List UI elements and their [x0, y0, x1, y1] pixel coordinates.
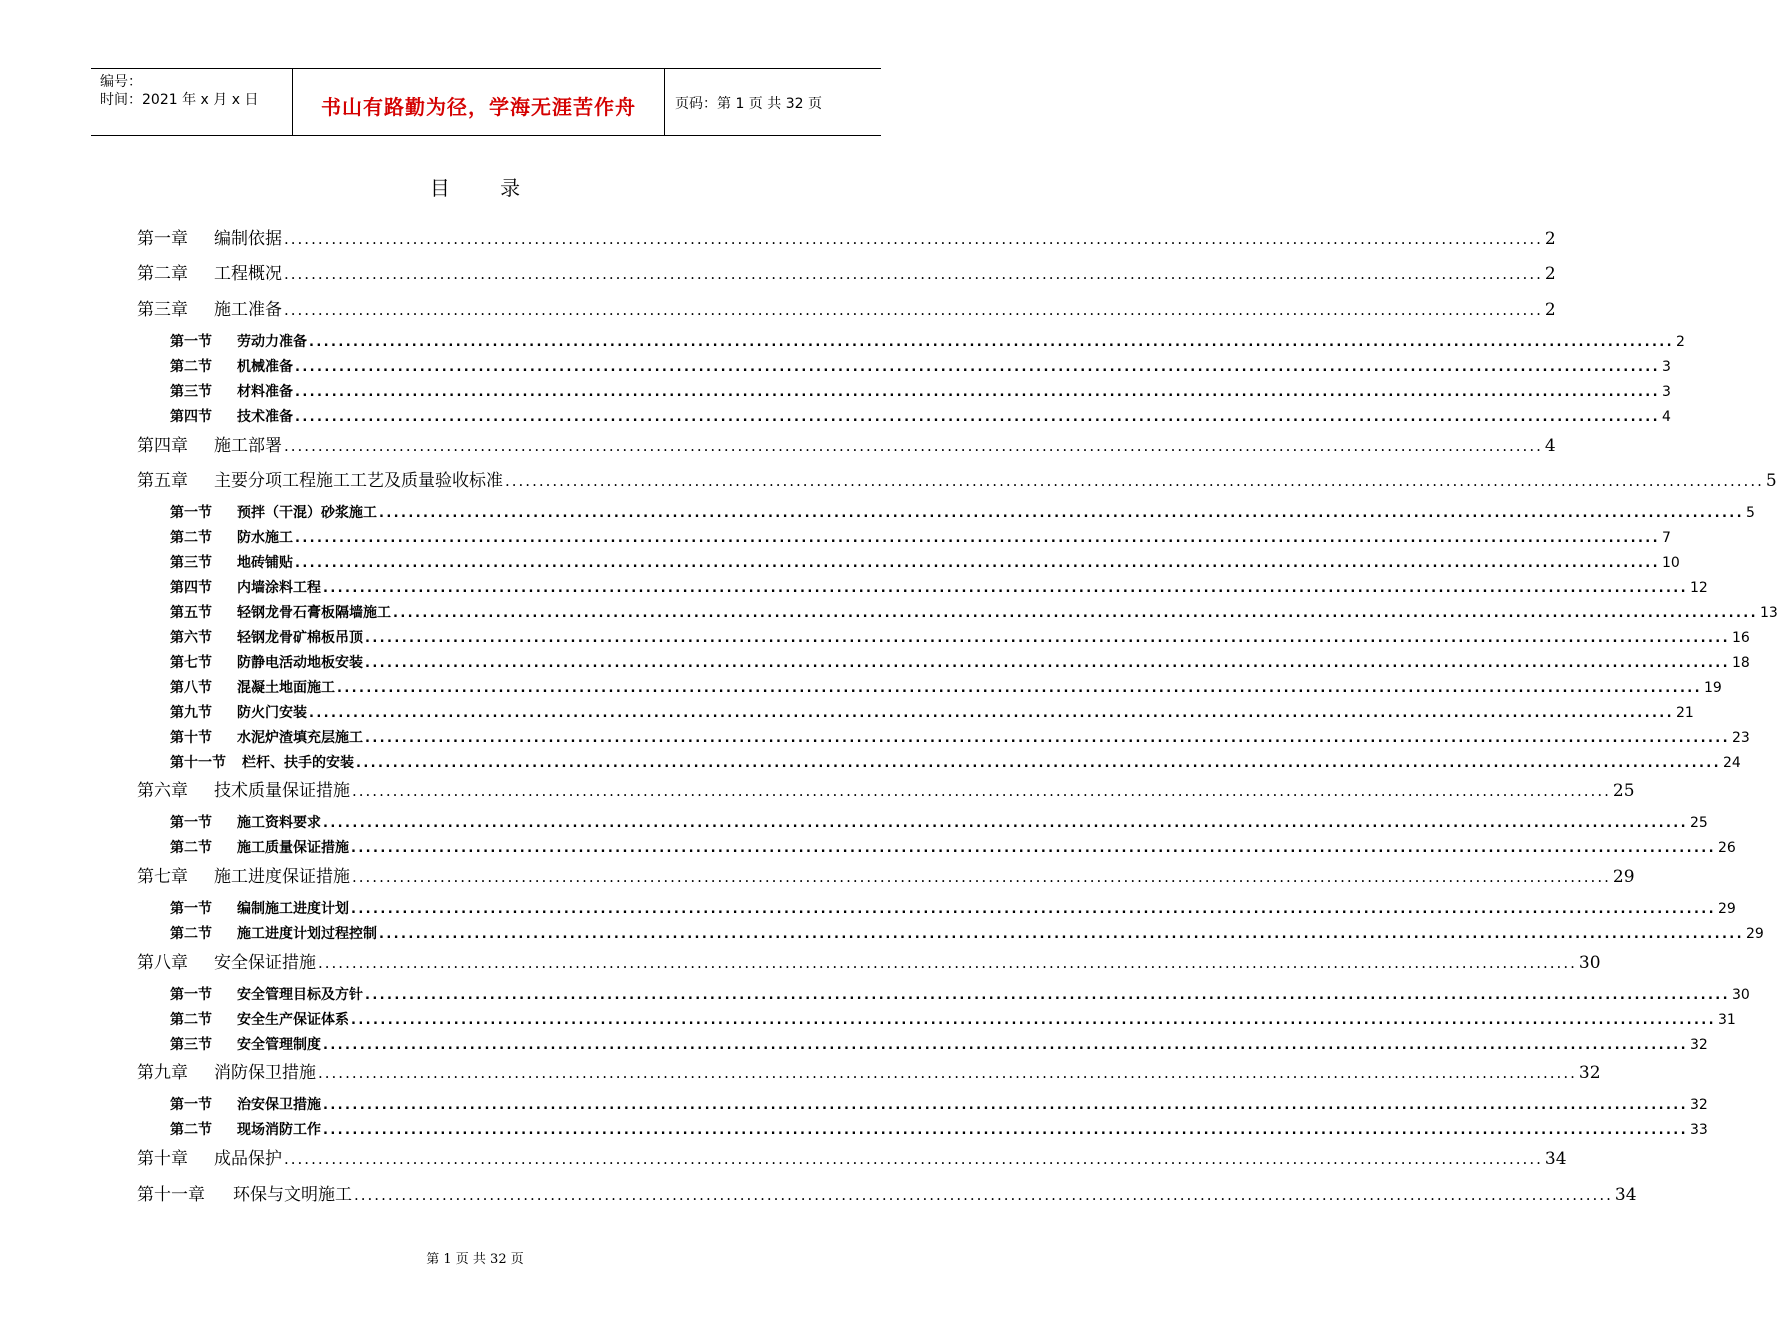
toc-entry-number: 第二节 — [170, 1122, 212, 1138]
toc-dot-leader: .......................................................................................................................................................................................... — [295, 410, 1660, 425]
document-time-label: 时间：2021 年 x 月 x 日 — [100, 92, 259, 108]
toc-entry-page: 33 — [1689, 1122, 1708, 1138]
toc-entry-page: 25 — [1689, 815, 1708, 831]
toc-dot-leader: .......................................................................................................................................................................................... — [295, 385, 1660, 400]
toc-chapter-entry[interactable] — [137, 776, 1635, 801]
toc-chapter-entry[interactable] — [137, 948, 1601, 973]
toc-entry-number: 第五章 — [137, 471, 188, 491]
toc-section-entry[interactable] — [170, 602, 1778, 622]
toc-entry-page: 4 — [1544, 436, 1556, 456]
toc-entry-title: 防水施工 — [237, 530, 293, 546]
document-number-label: 编号： — [100, 74, 142, 90]
toc-dot-leader: .......................................................................................................................................................................................... — [284, 230, 1543, 248]
toc-entry-page: 19 — [1703, 680, 1722, 696]
toc-entry-number: 第七节 — [170, 655, 212, 671]
toc-entry-number: 第二章 — [137, 264, 188, 284]
toc-entry-number: 第一节 — [170, 505, 212, 521]
toc-entry-page: 16 — [1731, 630, 1750, 646]
toc-entry-page: 29 — [1612, 867, 1635, 887]
toc-section-entry[interactable] — [170, 702, 1694, 722]
toc-entry-number: 第三章 — [137, 300, 188, 320]
toc-entry-number: 第十节 — [170, 730, 212, 746]
toc-entry-page: 4 — [1661, 409, 1671, 425]
toc-dot-leader: .......................................................................................................................................................................................... — [295, 360, 1660, 375]
toc-entry-page: 3 — [1661, 359, 1671, 375]
toc-entry-number: 第八章 — [137, 953, 188, 973]
toc-dot-leader: .......................................................................................................................................................................................... — [379, 927, 1744, 942]
toc-entry-title: 编制依据 — [214, 229, 282, 249]
toc-entry-number: 第二节 — [170, 1012, 212, 1028]
toc-entry-number: 第一节 — [170, 901, 212, 917]
toc-entry-page: 30 — [1731, 987, 1750, 1003]
toc-entry-title: 施工资料要求 — [237, 815, 321, 831]
toc-entry-title: 材料准备 — [237, 384, 293, 400]
toc-dot-leader: .......................................................................................................................................................................................... — [351, 902, 1716, 917]
toc-entry-page: 12 — [1689, 580, 1708, 596]
toc-entry-page: 18 — [1731, 655, 1750, 671]
toc-section-entry[interactable] — [170, 331, 1685, 351]
toc-entry-number: 第十一节 — [170, 755, 226, 771]
toc-section-entry[interactable] — [170, 381, 1671, 401]
toc-entry-page: 32 — [1578, 1063, 1601, 1083]
toc-entry-page: 26 — [1717, 840, 1736, 856]
toc-dot-leader: .......................................................................................................................................................................................... — [323, 1098, 1688, 1113]
toc-entry-number: 第九节 — [170, 705, 212, 721]
toc-section-entry[interactable] — [170, 837, 1736, 857]
toc-entry-title: 安全保证措施 — [214, 953, 316, 973]
toc-section-entry[interactable] — [170, 1094, 1708, 1114]
toc-entry-number: 第八节 — [170, 680, 212, 696]
toc-entry-number: 第二节 — [170, 840, 212, 856]
toc-dot-leader: .......................................................................................................................................................................................... — [323, 1038, 1688, 1053]
header-motto: 书山有路勤为径，学海无涯苦作舟 — [321, 95, 636, 119]
toc-entry-title: 施工进度计划过程控制 — [237, 926, 377, 942]
toc-entry-title: 防静电活动地板安装 — [237, 655, 363, 671]
toc-entry-number: 第三节 — [170, 1037, 212, 1053]
toc-entry-title: 施工质量保证措施 — [237, 840, 349, 856]
toc-entry-page: 2 — [1675, 334, 1685, 350]
toc-entry-number: 第一节 — [170, 987, 212, 1003]
toc-entry-number: 第四节 — [170, 409, 212, 425]
toc-entry-number: 第三节 — [170, 555, 212, 571]
toc-entry-page: 13 — [1759, 605, 1778, 621]
toc-section-entry[interactable] — [170, 356, 1671, 376]
toc-entry-number: 第三节 — [170, 384, 212, 400]
toc-entry-number: 第四节 — [170, 580, 212, 596]
toc-dot-leader: .......................................................................................................................................................................................... — [352, 782, 1611, 800]
toc-entry-title: 主要分项工程施工工艺及质量验收标准 — [214, 471, 503, 491]
toc-entry-page: 5 — [1765, 471, 1777, 491]
toc-section-entry[interactable] — [170, 552, 1680, 572]
toc-dot-leader: .......................................................................................................................................................................................... — [337, 681, 1702, 696]
toc-dot-leader: .......................................................................................................................................................................................... — [284, 437, 1543, 455]
toc-section-entry[interactable] — [170, 752, 1741, 772]
toc-entry-title: 成品保护 — [214, 1149, 282, 1169]
toc-entry-title: 安全管理目标及方针 — [237, 987, 363, 1003]
toc-entry-number: 第七章 — [137, 867, 188, 887]
toc-dot-leader: .......................................................................................................................................................................................... — [323, 816, 1688, 831]
header-motto-cell — [293, 69, 665, 135]
toc-dot-leader: .......................................................................................................................................................................................... — [365, 631, 1730, 646]
toc-section-entry[interactable] — [170, 1119, 1708, 1139]
toc-entry-number: 第一节 — [170, 815, 212, 831]
toc-entry-title: 混凝土地面施工 — [237, 680, 335, 696]
toc-entry-page: 21 — [1675, 705, 1694, 721]
toc-entry-title: 技术准备 — [237, 409, 293, 425]
toc-entry-number: 第一节 — [170, 1097, 212, 1113]
toc-entry-number: 第十一章 — [137, 1185, 205, 1205]
toc-entry-number: 第一节 — [170, 334, 212, 350]
toc-section-entry[interactable] — [170, 577, 1708, 597]
toc-dot-leader: .......................................................................................................................................................................................... — [284, 265, 1543, 283]
toc-dot-leader: .......................................................................................................................................................................................... — [356, 756, 1721, 771]
toc-entry-page: 25 — [1612, 781, 1635, 801]
toc-entry-number: 第二节 — [170, 926, 212, 942]
toc-entry-title: 防火门安装 — [237, 705, 307, 721]
toc-entry-number: 第一章 — [137, 229, 188, 249]
toc-entry-title: 水泥炉渣填充层施工 — [237, 730, 363, 746]
toc-entry-page: 23 — [1731, 730, 1750, 746]
toc-dot-leader: .......................................................................................................................................................................................... — [295, 556, 1660, 571]
toc-entry-number: 第六节 — [170, 630, 212, 646]
toc-entry-page: 34 — [1544, 1149, 1567, 1169]
toc-entry-page: 7 — [1661, 530, 1671, 546]
toc-entry-title: 机械准备 — [237, 359, 293, 375]
toc-entry-title: 地砖铺贴 — [237, 555, 293, 571]
header-meta-cell — [91, 69, 293, 135]
toc-entry-title: 安全生产保证体系 — [237, 1012, 349, 1028]
toc-section-entry[interactable] — [170, 677, 1722, 697]
header-page-code: 页码：第 1 页 共 32 页 — [675, 96, 822, 112]
toc-section-entry[interactable] — [170, 984, 1750, 1004]
toc-title: 目 录 — [429, 176, 543, 200]
toc-entry-page: 29 — [1745, 926, 1764, 942]
toc-entry-title: 编制施工进度计划 — [237, 901, 349, 917]
toc-section-entry[interactable] — [170, 652, 1750, 672]
toc-section-entry[interactable] — [170, 923, 1764, 943]
toc-dot-leader: .......................................................................................................................................................................................... — [351, 841, 1716, 856]
toc-entry-number: 第二节 — [170, 359, 212, 375]
toc-entry-page: 2 — [1544, 300, 1556, 320]
toc-dot-leader: .......................................................................................................................................................................................... — [309, 706, 1674, 721]
toc-entry-title: 消防保卫措施 — [214, 1063, 316, 1083]
toc-section-entry[interactable] — [170, 1009, 1736, 1029]
toc-chapter-entry[interactable] — [137, 1144, 1567, 1169]
toc-entry-page: 10 — [1661, 555, 1680, 571]
toc-dot-leader: .......................................................................................................................................................................................... — [284, 301, 1543, 319]
toc-entry-title: 安全管理制度 — [237, 1037, 321, 1053]
toc-entry-title: 施工部署 — [214, 436, 282, 456]
toc-dot-leader: .......................................................................................................................................................................................... — [323, 581, 1688, 596]
toc-chapter-entry[interactable] — [137, 1180, 1637, 1205]
toc-entry-title: 轻钢龙骨石膏板隔墙施工 — [237, 605, 391, 621]
toc-entry-number: 第五节 — [170, 605, 212, 621]
toc-chapter-entry[interactable] — [137, 224, 1556, 249]
toc-entry-title: 施工进度保证措施 — [214, 867, 350, 887]
toc-entry-number: 第九章 — [137, 1063, 188, 1083]
toc-entry-page: 2 — [1544, 264, 1556, 284]
toc-dot-leader: .......................................................................................................................................................................................... — [318, 954, 1577, 972]
toc-dot-leader: .......................................................................................................................................................................................... — [505, 472, 1764, 490]
toc-entry-title: 环保与文明施工 — [233, 1185, 352, 1205]
toc-dot-leader: .......................................................................................................................................................................................... — [365, 656, 1730, 671]
toc-chapter-entry[interactable] — [137, 295, 1556, 320]
toc-chapter-entry[interactable] — [137, 431, 1556, 456]
toc-entry-number: 第二节 — [170, 530, 212, 546]
toc-section-entry[interactable] — [170, 627, 1750, 647]
toc-dot-leader: .......................................................................................................................................................................................... — [351, 1013, 1716, 1028]
toc-entry-page: 30 — [1578, 953, 1601, 973]
toc-dot-leader: .......................................................................................................................................................................................... — [295, 531, 1660, 546]
toc-entry-title: 技术质量保证措施 — [214, 781, 350, 801]
toc-section-entry[interactable] — [170, 812, 1708, 832]
toc-dot-leader: .......................................................................................................................................................................................... — [284, 1150, 1543, 1168]
toc-entry-page: 34 — [1614, 1185, 1637, 1205]
toc-entry-title: 预拌（干混）砂浆施工 — [237, 505, 377, 521]
toc-chapter-entry[interactable] — [137, 259, 1556, 284]
toc-entry-page: 31 — [1717, 1012, 1736, 1028]
toc-dot-leader: .......................................................................................................................................................................................... — [365, 731, 1730, 746]
toc-chapter-entry[interactable] — [137, 466, 1777, 491]
header-page-cell — [665, 69, 881, 135]
toc-dot-leader: .......................................................................................................................................................................................... — [318, 1064, 1577, 1082]
toc-section-entry[interactable] — [170, 1034, 1708, 1054]
toc-section-entry[interactable] — [170, 406, 1671, 426]
toc-dot-leader: .......................................................................................................................................................................................... — [379, 506, 1744, 521]
toc-section-entry[interactable] — [170, 727, 1750, 747]
toc-chapter-entry[interactable] — [137, 1058, 1601, 1083]
toc-entry-number: 第十章 — [137, 1149, 188, 1169]
toc-entry-title: 栏杆、扶手的安装 — [242, 755, 354, 771]
toc-entry-page: 29 — [1717, 901, 1736, 917]
toc-entry-number: 第六章 — [137, 781, 188, 801]
toc-entry-title: 现场消防工作 — [237, 1122, 321, 1138]
toc-entry-title: 内墙涂料工程 — [237, 580, 321, 596]
toc-dot-leader: .......................................................................................................................................................................................... — [309, 335, 1674, 350]
toc-section-entry[interactable] — [170, 527, 1671, 547]
toc-chapter-entry[interactable] — [137, 862, 1635, 887]
toc-dot-leader: .......................................................................................................................................................................................... — [354, 1186, 1613, 1204]
toc-entry-page: 3 — [1661, 384, 1671, 400]
toc-entry-title: 轻钢龙骨矿棉板吊顶 — [237, 630, 363, 646]
toc-entry-title: 治安保卫措施 — [237, 1097, 321, 1113]
toc-section-entry[interactable] — [170, 898, 1736, 918]
toc-dot-leader: .......................................................................................................................................................................................... — [323, 1123, 1688, 1138]
toc-entry-title: 劳动力准备 — [237, 334, 307, 350]
toc-section-entry[interactable] — [170, 502, 1755, 522]
toc-entry-title: 工程概况 — [214, 264, 282, 284]
toc-entry-number: 第四章 — [137, 436, 188, 456]
toc-dot-leader: .......................................................................................................................................................................................... — [352, 868, 1611, 886]
header-table — [91, 68, 881, 136]
toc-entry-page: 32 — [1689, 1097, 1708, 1113]
page-footer: 第 1 页 共 32 页 — [426, 1252, 524, 1267]
toc-entry-page: 2 — [1544, 229, 1556, 249]
toc-entry-page: 32 — [1689, 1037, 1708, 1053]
toc-entry-title: 施工准备 — [214, 300, 282, 320]
toc-entry-page: 24 — [1722, 755, 1741, 771]
toc-entry-page: 5 — [1745, 505, 1755, 521]
toc-dot-leader: .......................................................................................................................................................................................... — [365, 988, 1730, 1003]
toc-dot-leader: .......................................................................................................................................................................................... — [393, 606, 1758, 621]
